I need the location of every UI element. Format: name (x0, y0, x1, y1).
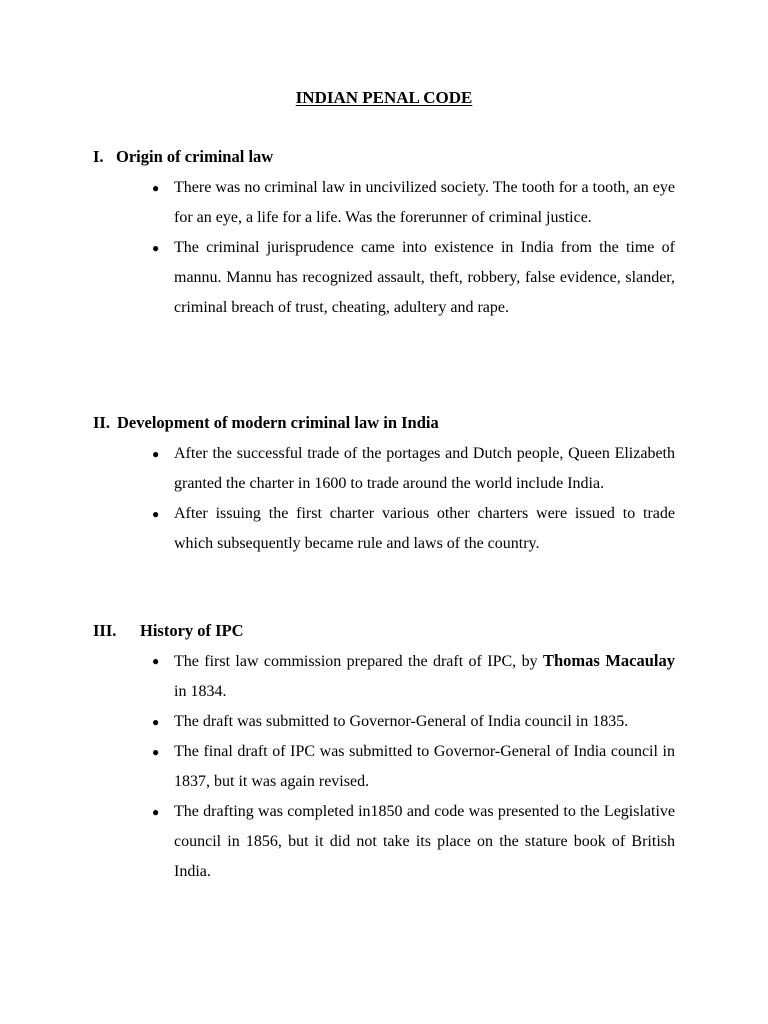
list-item-text: After issuing the first charter various other charters were issued to trade which subsequently became rule and laws of the country. (174, 505, 675, 552)
section-number: I. (93, 147, 104, 166)
bullet-icon: ● (152, 241, 160, 255)
list-item (152, 797, 675, 887)
section-heading (0, 619, 768, 643)
list-item (152, 707, 675, 737)
list-item-text: There was no criminal law in uncivilized society. The tooth for a tooth, an eye for an eye, a life for a life. Was the forerunner of criminal justice. (174, 179, 675, 226)
list-item-text: The drafting was completed in1850 and code was presented to the Legislative council in 1856, but it did not take its place on the stature book of British India. (174, 803, 675, 880)
bullet-list (0, 173, 768, 323)
list-item-text: The draft was submitted to Governor-General of India council in 1835. (174, 713, 629, 730)
bullet-list (0, 439, 768, 559)
bullet-icon: ● (152, 745, 160, 759)
bullet-icon: ● (152, 181, 160, 195)
section-title: Development of modern criminal law in India (117, 413, 439, 432)
section-number: III. (93, 621, 117, 640)
list-item (152, 439, 675, 499)
bullet-icon: ● (152, 715, 160, 729)
list-item (152, 737, 675, 797)
author-name: Thomas Macaulay (542, 651, 675, 670)
list-item-text: in 1834. (174, 683, 227, 700)
list-item (152, 646, 675, 707)
list-item-text: The final draft of IPC was submitted to Governor-General of India council in 1837, but it was again revised. (174, 743, 675, 790)
section-title: History of IPC (140, 621, 244, 640)
bullet-icon: ● (152, 447, 160, 461)
bullet-icon: ● (152, 654, 160, 668)
bullet-icon: ● (152, 507, 160, 521)
list-item-text: The criminal jurisprudence came into existence in India from the time of mannu. Mannu has recognized assault, theft, robbery, false evidence, slander, criminal breach of trust, cheating, adultery and rape. (174, 239, 675, 316)
section-number: II. (93, 413, 110, 432)
section-history (0, 619, 768, 887)
list-item (152, 233, 675, 323)
list-item (152, 173, 675, 233)
list-item-text: After the successful trade of the portages and Dutch people, Queen Elizabeth granted the charter in 1600 to trade around the world include India. (174, 445, 675, 492)
section-heading (0, 145, 768, 169)
document-title: INDIAN PENAL CODE (295, 88, 473, 107)
list-item-text: The first law commission prepared the draft of IPC, by (174, 653, 543, 670)
section-origin (0, 145, 768, 323)
bullet-list (0, 646, 768, 887)
section-development (0, 411, 768, 559)
bullet-icon: ● (152, 805, 160, 819)
section-heading (0, 411, 768, 435)
list-item (152, 499, 675, 559)
section-title: Origin of criminal law (116, 147, 274, 166)
